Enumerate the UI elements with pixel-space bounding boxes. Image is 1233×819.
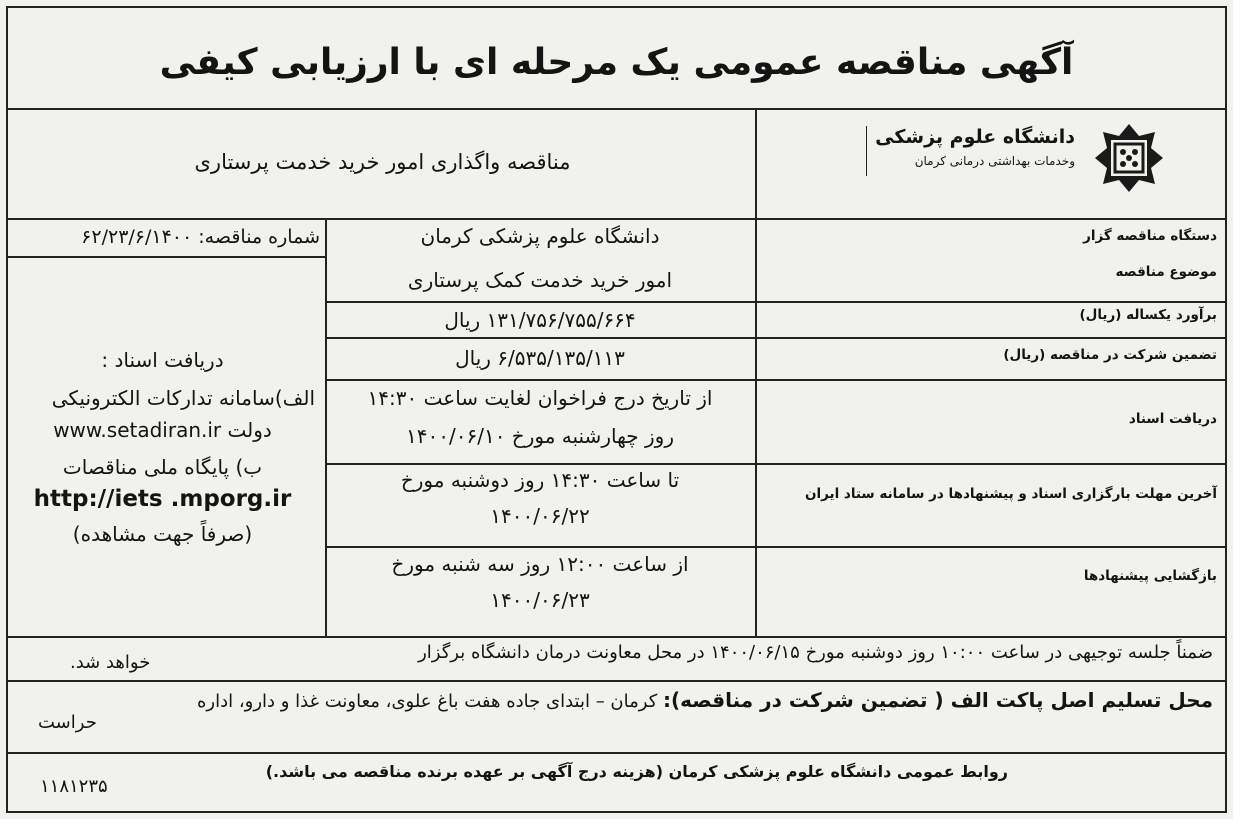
divider: [325, 337, 1227, 339]
row-value: امور خرید خدمت کمک پرستاری: [407, 268, 673, 292]
tender-number: [10, 226, 320, 248]
documents-heading: دریافت اسناد :: [101, 348, 224, 372]
briefing-line1: ضمناً جلسه توجیهی در ساعت ۱۰:۰۰ روز دوشنبه مورخ ۱۴۰۰/۰۶/۱۵ در محل معاونت درمان دانشگاه برگزار: [418, 642, 1213, 663]
divider: [325, 301, 1227, 303]
delivery-line1: [197, 688, 1213, 712]
tender-number-value: ۶۲/۲۳/۶/۱۴۰۰: [81, 226, 193, 248]
tender-subject: مناقصه واگذاری امور خرید خدمت پرستاری: [194, 150, 571, 174]
row-value: از ساعت ۱۲:۰۰ روز سه شنبه مورخ: [391, 552, 689, 576]
row-value: ۶/۵۳۵/۱۳۵/۱۱۳ ریال: [455, 346, 625, 370]
row-label: تضمین شرکت در مناقصه (ریال): [1003, 347, 1217, 363]
divider: [6, 636, 1227, 638]
delivery-address: کرمان – ابتدای جاده هفت باغ علوی، معاونت غذا و دارو، اداره: [196, 691, 658, 712]
divider: [6, 108, 1227, 110]
divider: [6, 752, 1227, 754]
row-value: از تاریخ درج فراخوان لغایت ساعت ۱۴:۳۰: [367, 386, 713, 410]
row-value: دانشگاه علوم پزشکی کرمان: [420, 224, 660, 248]
delivery-heading: محل تسلیم اصل پاکت الف ( تضمین شرکت در مناقصه):: [663, 688, 1213, 712]
university-emblem-icon: [1093, 122, 1165, 194]
row-label: برآورد یکساله (ریال): [1079, 307, 1217, 323]
row-label: آخرین مهلت بارگزاری اسناد و پیشنهادها در سامانه ستاد ایران: [804, 486, 1217, 502]
divider: [6, 256, 325, 258]
iets-link[interactable]: http://iets .mporg.ir: [33, 486, 292, 512]
org-subtitle: وخدمات بهداشتی درمانی کرمان: [914, 154, 1075, 168]
university-logo: [860, 118, 1165, 198]
row-value: ۱۴۰۰/۰۶/۲۲: [490, 504, 590, 528]
divider: [325, 463, 1227, 465]
delivery-line2: حراست: [38, 712, 97, 733]
row-value: تا ساعت ۱۴:۳۰ روز دوشنبه مورخ: [400, 468, 680, 492]
divider: [325, 379, 1227, 381]
tender-number-label: شماره مناقصه:: [198, 226, 320, 248]
row-label: دریافت اسناد: [1128, 411, 1217, 427]
row-label: موضوع مناقصه: [1115, 264, 1217, 280]
column-divider: [755, 108, 757, 636]
documents-note: (صرفاً جهت مشاهده): [72, 522, 253, 546]
org-name: دانشگاه علوم پزشکی: [875, 126, 1075, 148]
documents-line-a: الف)سامانه تدارکات الکترونیکی: [51, 386, 315, 410]
briefing-line2: خواهد شد.: [70, 652, 151, 673]
notice-title: آگهی مناقصه عمومی یک مرحله ای با ارزیابی کیفی: [159, 42, 1074, 83]
row-label: بازگشایی پیشنهادها: [1083, 568, 1217, 584]
row-value: ۱۴۰۰/۰۶/۲۳: [490, 588, 590, 612]
divider: [325, 546, 1227, 548]
divider: [6, 680, 1227, 682]
row-value: روز چهارشنبه مورخ ۱۴۰۰/۰۶/۱۰: [406, 424, 674, 448]
ad-code: ۱۱۸۱۲۳۵: [40, 776, 108, 797]
divider: [6, 218, 1227, 220]
documents-line-a2: دولت www.setadiran.ir: [53, 418, 272, 442]
documents-line-b: ب) پایگاه ملی مناقصات: [62, 455, 263, 479]
logo-separator: [866, 126, 867, 176]
column-divider: [325, 218, 327, 636]
public-relations: روابط عمومی دانشگاه علوم پزشکی کرمان (هزینه درج آگهی بر عهده برنده مناقصه می باشد.): [265, 762, 1008, 781]
row-value: ۱۳۱/۷۵۶/۷۵۵/۶۶۴ ریال: [444, 308, 636, 332]
row-label: دستگاه مناقصه گزار: [1083, 228, 1217, 244]
